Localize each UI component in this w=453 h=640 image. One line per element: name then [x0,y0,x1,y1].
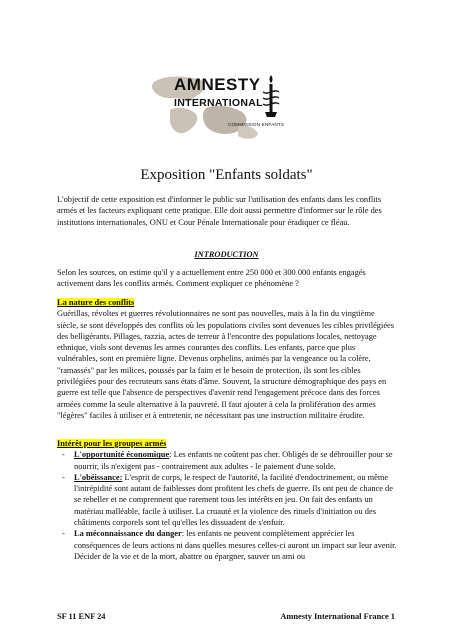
list-item-text: L'esprit de corps, le respect de l'autorité, la facilité d'endoctrinement, ou même l'intrépidité sont autant de faiblesses dont profitent les chefs de guerre. Ils ont peu de chance de se rebeller et ne comprennent que rarement tous les intérêts en jeu. On fait des enfants un matériau malléable, facile à utiliser. La cruauté et la violence des rituels d'initiation ou des châtiments corporels sont tel qu'elles les dissuadent de s'enfuir. [74,472,393,528]
list-item-label: L'obéissance: [74,472,123,482]
logo-title: AMNESTY [174,75,261,94]
list-item [57,449,397,472]
list-item [57,472,397,528]
logo-commission-text: COMMISSION ENFANTS [228,122,285,127]
footer-reference: SF 11 ENF 24 [57,612,106,621]
document-title: Exposition "Enfants soldats" [140,167,313,183]
amnesty-logo [146,70,306,142]
logo-subtitle: INTERNATIONAL [174,97,263,109]
list-item-text: : Les enfants ne coûtent pas cher. Obligés de se débrouiller pour se nourrir, ils n'exigent pas - contrairement aux adultes - le paiement d'une solde. [74,450,393,471]
introduction-section [57,267,397,290]
list-dash: - [62,472,65,482]
candle-in-barbed-wire-icon [260,74,282,120]
footer-organization: Amnesty International France 1 [280,612,395,621]
introduction-text: Selon les sources, on estime qu'il y a actuellement entre 250 000 et 300 000 enfants engagés activement dans les conflits armés. Comment expliquer ce phénomène ? [57,268,366,289]
nature-section [57,297,397,421]
interest-section [57,438,397,562]
interest-heading: Intérêt pour les groupes armés [57,439,167,448]
list-item-label: La méconnaissance du danger [74,529,182,539]
intro-paragraph [57,194,397,228]
list-item-text: : les enfants ne peuvent complètement apprécier les conséquences de leurs actions ni dans quelles mesures celles-ci auront un impact sur leur avenir. Décider de la vie et de la mort, abattre ou épargner, sauver un ami ou [74,529,397,561]
list-dash: - [62,529,65,539]
interest-list [57,449,397,562]
list-item-label: L'opportunité économique [74,450,170,460]
intro-paragraph-text: L'objectif de cette exposition est d'informer le public sur l'utilisation des enfants dans les conflits armés et les facteurs expliquant cette pratique. Elle doit aussi permettre d'informer sur le rôle des institutions internationales, ONU et Cour Pénale Internationale pour éradiquer ce fléau. [57,195,382,227]
list-dash: - [62,450,65,460]
nature-heading: La nature des conflits [57,298,135,307]
introduction-heading: INTRODUCTION [194,250,259,259]
nature-text: Guérillas, révoltes et guerres révolutionnaires ne sont pas nouvelles, mais à la fin du vingtième siècle, se sont développés des conflits où les populations civiles sont devenues les cibles privilégiées des belligérants. Pillages, razzia, actes de terreur à l'encontre des populations locales, nettoyage ethnique, viols sont devenus les armes courantes des conflits. Les enfants, parce que plus vulnérables, sont en première ligne. Devenus orphelins, animés par la vengeance ou la colère, "ramassés" par les milices, poussés par la faim et le besoin de protection, ils sont les cibles privilégiées pour des recruteurs sans états d'âme. Souvent, la structure démographique des pays en guerre est telle que l'absence de perspectives d'avenir rend l'engagement précoce dans des forces armées comme la seule alternative à la pauvreté. Il faut ajouter à cela la prolifération des armes "légères" faciles à utiliser et à entretenir, ne nécessitant pas une instruction militaire érudite. [57,309,395,420]
list-item [57,528,397,562]
